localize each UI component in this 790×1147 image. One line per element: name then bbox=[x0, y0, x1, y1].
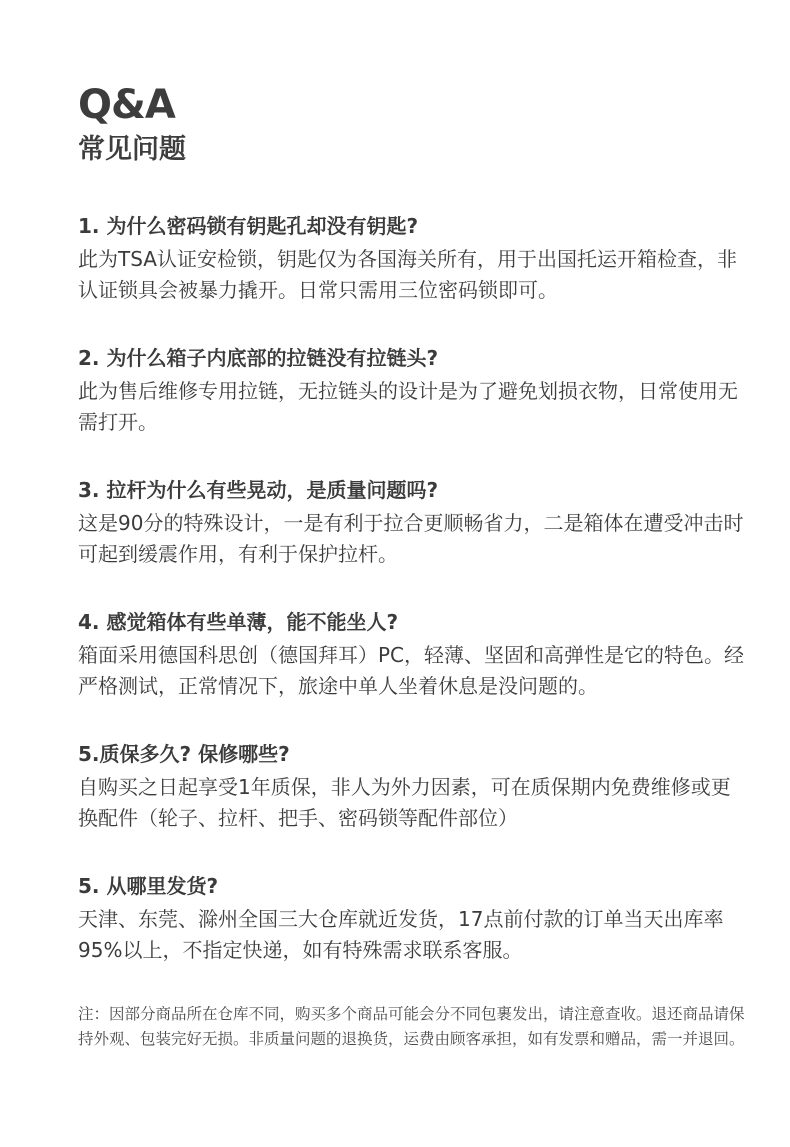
question-4: 4. 感觉箱体有些单薄，能不能坐人? bbox=[78, 610, 399, 634]
answer-1: 此为TSA认证安检锁，钥匙仅为各国海关所有，用于出国托运开箱检查，非认证锁具会被暴力撬开。日常只需用三位密码锁即可。 bbox=[78, 247, 737, 302]
qa-item-3 bbox=[78, 474, 748, 570]
page-subtitle: 常见问题 bbox=[78, 134, 186, 165]
qa-item-5 bbox=[78, 738, 748, 834]
qa-list bbox=[78, 210, 748, 966]
question-5: 5.质保多久? 保修哪些? bbox=[78, 742, 290, 766]
footnote: 注：因部分商品所在仓库不同，购买多个商品可能会分不同包裹发出，请注意查收。退还商品请保持外观、包装完好无损。非质量问题的退换货，运费由顾客承担，如有发票和赠品，需一并退回。 bbox=[78, 1005, 745, 1048]
answer-5: 自购买之日起享受1年质保，非人为外力因素，可在质保期内免费维修或更换配件（轮子、拉杆、把手、密码锁等配件部位） bbox=[78, 775, 731, 830]
qa-item-6 bbox=[78, 870, 748, 966]
qa-item-1 bbox=[78, 210, 748, 306]
answer-4: 箱面采用德国科思创（德国拜耳）PC，轻薄、坚固和高弹性是它的特色。经严格测试，正常情况下，旅途中单人坐着休息是没问题的。 bbox=[78, 643, 745, 698]
page-title: Q&A bbox=[78, 82, 175, 128]
question-6: 5. 从哪里发货? bbox=[78, 874, 219, 898]
question-3: 3. 拉杆为什么有些晃动，是质量问题吗? bbox=[78, 478, 439, 502]
question-1: 1. 为什么密码锁有钥匙孔却没有钥匙? bbox=[78, 214, 419, 238]
qa-item-2 bbox=[78, 342, 748, 438]
answer-3: 这是90分的特殊设计，一是有利于拉合更顺畅省力，二是箱体在遭受冲击时可起到缓震作用，有利于保护拉杆。 bbox=[78, 511, 744, 566]
qa-item-4 bbox=[78, 606, 748, 702]
answer-6: 天津、东莞、滁州全国三大仓库就近发货，17点前付款的订单当天出库率95%以上，不指定快递，如有特殊需求联系客服。 bbox=[78, 907, 724, 962]
answer-2: 此为售后维修专用拉链，无拉链头的设计是为了避免划损衣物，日常使用无需打开。 bbox=[78, 379, 738, 434]
question-2: 2. 为什么箱子内底部的拉链没有拉链头? bbox=[78, 346, 439, 370]
faq-page bbox=[78, 82, 748, 1052]
